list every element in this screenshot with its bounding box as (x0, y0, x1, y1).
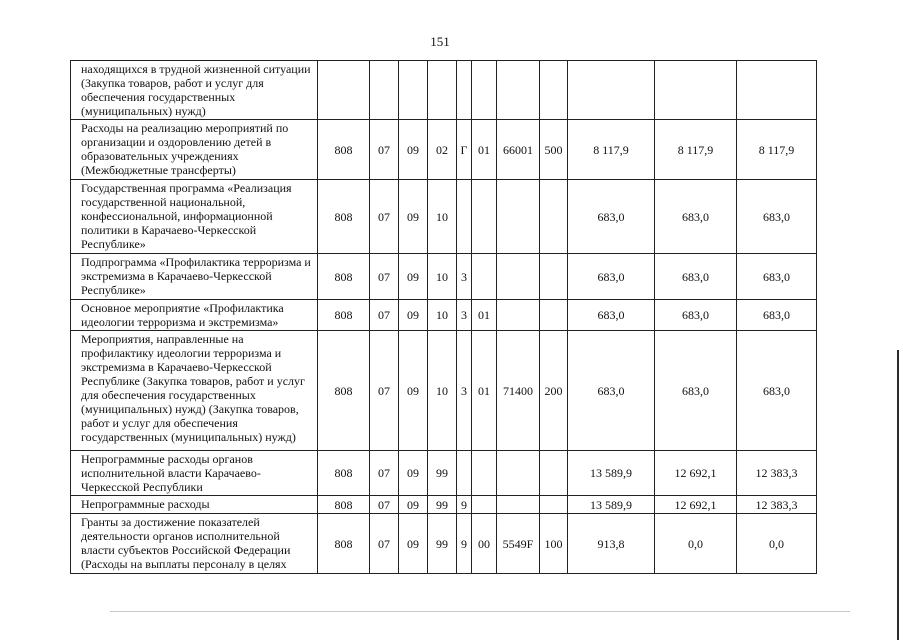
amount-year-1: 13 589,9 (568, 496, 655, 514)
ministry-code: 808 (318, 496, 370, 514)
section-code: 07 (370, 514, 399, 574)
amount-year-1: 8 117,9 (568, 120, 655, 180)
amount-year-3: 683,0 (737, 180, 817, 254)
table-row (71, 514, 817, 574)
expense-type-code: 200 (540, 331, 568, 451)
subsection-code: 09 (399, 120, 428, 180)
amount-year-1: 13 589,9 (568, 451, 655, 496)
subsection-code (399, 61, 428, 120)
section-code: 07 (370, 451, 399, 496)
table-row (71, 451, 817, 496)
direction-code: 5549F (497, 514, 540, 574)
section-code: 07 (370, 496, 399, 514)
table-row (71, 496, 817, 514)
table-row (71, 61, 817, 120)
subprogram-code: Г (457, 120, 472, 180)
activity-code: 01 (472, 331, 497, 451)
direction-code (497, 300, 540, 331)
amount-year-3 (737, 61, 817, 120)
page-number: 151 (430, 34, 450, 49)
amount-year-2: 12 692,1 (655, 496, 737, 514)
subprogram-code: 9 (457, 496, 472, 514)
row-name: Основное мероприятие «Профилактика идеологии терроризма и экстремизма» (71, 300, 318, 331)
expense-type-code (540, 496, 568, 514)
amount-year-3: 12 383,3 (737, 496, 817, 514)
subprogram-code: 3 (457, 331, 472, 451)
section-code: 07 (370, 120, 399, 180)
amount-year-3: 8 117,9 (737, 120, 817, 180)
expense-type-code (540, 254, 568, 300)
scan-bottom-rule (110, 611, 850, 612)
activity-code: 01 (472, 120, 497, 180)
amount-year-2: 683,0 (655, 180, 737, 254)
expense-type-code (540, 61, 568, 120)
row-name: Непрограммные расходы (71, 496, 318, 514)
program-code: 99 (428, 451, 457, 496)
ministry-code: 808 (318, 120, 370, 180)
amount-year-1: 913,8 (568, 514, 655, 574)
ministry-code: 808 (318, 451, 370, 496)
subprogram-code: 9 (457, 514, 472, 574)
subsection-code: 09 (399, 451, 428, 496)
section-code: 07 (370, 331, 399, 451)
subsection-code: 09 (399, 300, 428, 331)
program-code: 10 (428, 180, 457, 254)
program-code: 10 (428, 331, 457, 451)
direction-code (497, 61, 540, 120)
amount-year-1: 683,0 (568, 254, 655, 300)
program-code: 99 (428, 514, 457, 574)
amount-year-2 (655, 61, 737, 120)
amount-year-3: 683,0 (737, 300, 817, 331)
table-row (71, 300, 817, 331)
program-code: 10 (428, 300, 457, 331)
program-code: 02 (428, 120, 457, 180)
subprogram-code: 3 (457, 300, 472, 331)
expense-type-code (540, 451, 568, 496)
row-name: Непрограммные расходы органов исполнительной власти Карачаево-Черкесской Республики (71, 451, 318, 496)
direction-code (497, 451, 540, 496)
amount-year-2: 683,0 (655, 331, 737, 451)
activity-code (472, 451, 497, 496)
row-name: Гранты за достижение показателей деятельности органов исполнительной власти субъектов Российской Федерации (Расходы на выплаты персоналу в целях (71, 514, 318, 574)
row-name: Подпрограмма «Профилактика терроризма и экстремизма в Карачаево-Черкесской Республике» (71, 254, 318, 300)
program-code: 10 (428, 254, 457, 300)
subprogram-code (457, 61, 472, 120)
subsection-code: 09 (399, 254, 428, 300)
scan-page-edge (897, 350, 899, 640)
ministry-code: 808 (318, 254, 370, 300)
activity-code: 00 (472, 514, 497, 574)
direction-code (497, 496, 540, 514)
row-name: Государственная программа «Реализация государственной национальной, конфессиональной, информационной политики в Карачаево-Черкесской Республике» (71, 180, 318, 254)
ministry-code: 808 (318, 514, 370, 574)
subsection-code: 09 (399, 496, 428, 514)
table-row (71, 331, 817, 451)
subsection-code: 09 (399, 514, 428, 574)
table-row (71, 120, 817, 180)
amount-year-1: 683,0 (568, 331, 655, 451)
amount-year-1: 683,0 (568, 180, 655, 254)
expense-type-code (540, 300, 568, 331)
subsection-code: 09 (399, 331, 428, 451)
table-row (71, 254, 817, 300)
ministry-code: 808 (318, 180, 370, 254)
amount-year-2: 683,0 (655, 254, 737, 300)
activity-code: 01 (472, 300, 497, 331)
direction-code: 71400 (497, 331, 540, 451)
section-code (370, 61, 399, 120)
amount-year-3: 0,0 (737, 514, 817, 574)
amount-year-3: 683,0 (737, 331, 817, 451)
direction-code (497, 180, 540, 254)
subprogram-code: 3 (457, 254, 472, 300)
expense-type-code (540, 180, 568, 254)
section-code: 07 (370, 254, 399, 300)
subsection-code: 09 (399, 180, 428, 254)
amount-year-3: 683,0 (737, 254, 817, 300)
amount-year-2: 0,0 (655, 514, 737, 574)
amount-year-3: 12 383,3 (737, 451, 817, 496)
direction-code: 66001 (497, 120, 540, 180)
row-name: Мероприятия, направленные на профилактику идеологии терроризма и экстремизма в Карачаево-Черкесской Республике (Закупка товаров, работ и услуг для обеспечения государственных (муниципальных) нужд) (Закупка товаров, работ и услуг для обеспечения государственных (муниципальных) нужд) (71, 331, 318, 451)
direction-code (497, 254, 540, 300)
section-code: 07 (370, 300, 399, 331)
amount-year-2: 8 117,9 (655, 120, 737, 180)
ministry-code: 808 (318, 300, 370, 331)
ministry-code (318, 61, 370, 120)
amount-year-2: 12 692,1 (655, 451, 737, 496)
section-code: 07 (370, 180, 399, 254)
activity-code (472, 180, 497, 254)
program-code (428, 61, 457, 120)
subprogram-code (457, 451, 472, 496)
activity-code (472, 61, 497, 120)
amount-year-1 (568, 61, 655, 120)
table-row (71, 180, 817, 254)
budget-table (70, 60, 817, 574)
row-name: Расходы на реализацию мероприятий по организации и оздоровлению детей в образовательных учреждениях (Межбюджетные трансферты) (71, 120, 318, 180)
amount-year-2: 683,0 (655, 300, 737, 331)
subprogram-code (457, 180, 472, 254)
activity-code (472, 254, 497, 300)
ministry-code: 808 (318, 331, 370, 451)
amount-year-1: 683,0 (568, 300, 655, 331)
program-code: 99 (428, 496, 457, 514)
expense-type-code: 100 (540, 514, 568, 574)
row-name: находящихся в трудной жизненной ситуации (Закупка товаров, работ и услуг для обеспечения государственных (муниципальных) нужд) (71, 61, 318, 120)
activity-code (472, 496, 497, 514)
expense-type-code: 500 (540, 120, 568, 180)
